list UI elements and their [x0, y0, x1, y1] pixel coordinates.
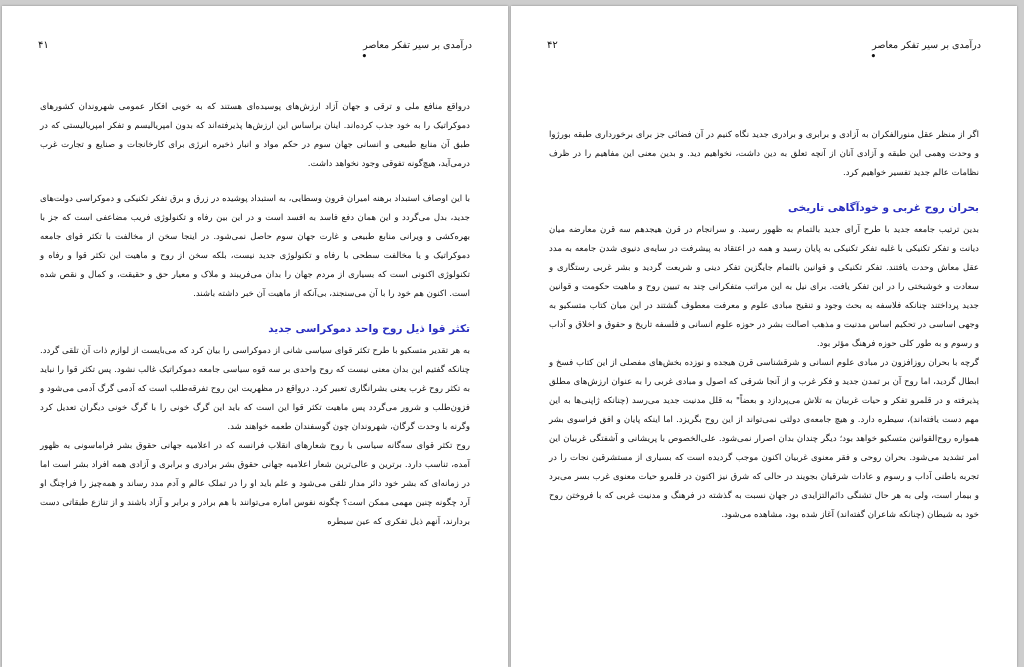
page-header	[38, 40, 472, 63]
running-title	[870, 40, 981, 63]
document-page-right	[511, 6, 1017, 667]
paragraph: به هر تقدیر متسکیو با طرح تکثر قوای سیاسی شانی از دموکراسی را بیان کرد که می‌بایست از لوازم ذات آن تلقی گردد. چنانکه گفتیم این بدان معنی نیست که روح واحدی بر سه قوه سیاسی جامعه دموکراتیک غالب نشود. پس تکثر قوا را نباید به تکثر روح غرب یعنی بشرانگاری تعبیر کرد. درواقع در مظهریت این روح تفرقه‌طلب است که آدمی گرگ آدمی می‌شود و فزون‌طلب و شرور می‌گردد پس ماهیت تکثر قوا این است که باید این گرگ خونی را با گرگ خونی دیگران تعدیل کرد وگرنه با وحدت گرگان، شهروندان چون گوسفندان طعمه خواهند شد.	[40, 346, 470, 432]
section-heading: بحران روح غربی و خودآگاهی تاریخی	[788, 202, 979, 214]
paragraph: با این اوصاف استبداد برهنه امیران قرون وسطایی، به استبداد پوشیده در زرق و برق تفکر تکنیکی و دموکراسی دولت‌های جدید، بدل می‌گردد و این همان دفع فاسد به افسد است و در این بین رفاه و تکنولوژی فریب مضاعفی است که جز با بهره‌کشی و ویرانی منابع طبیعی و غارت جهان سوم حاصل نمی‌شود. در اینجا سخن از مخالفت با تکثر قوای جامعه دموکراتیک و یا مخالفت سطحی با رفاه و تکنولوژی جدید نیست، بلکه سخن از روح و ماهیت این تکثر قوا و رفاه و تکنولوژی اکنونی است که بسیاری از مردم جهان را بدان می‌فریبند و ملاک و معیار حق و حقیقت، و کمال و نقص شده است. اکنون هم خود را با آن می‌سنجند، بی‌آنکه از ماهیت آن خبر داشته باشند.	[40, 194, 470, 299]
paragraph: درواقع منافع ملی و ترقی و جهان آزاد ارزش‌های پوسیده‌ای هستند که به خوبی افکار عمومی شهروندان کشورهای دموکراتیک را به خود جذب کرده‌اند. اینان براساس این ارزش‌ها پذیرفته‌اند که بدون امپریالیسم و تفکر امپریالیستی که در طبق آن منابع طبیعی و انسانی جهان سوم در حکم مواد و انبار ذخیره انرژی برای کارخانجات و صنایع و تجارت غرب درمی‌آید، هیچ‌گونه تفوقی وجود نخواهد داشت.	[40, 102, 470, 169]
paragraph: روح تکثر قوای سه‌گانه سیاسی با روح شعارهای انقلاب فرانسه که در اعلامیه جهانی حقوق بشر فراماسونی به ظهور آمده، تناسب دارد. برترین و عالی‌ترین شعار اعلامیه جهانی حقوق بشر برادری و برابری و آزادی همه افراد بشر است اما در زمانه‌ای که بشر خود دائر مدار تلقی می‌شود و علم باید او را در تملک عالم و آدم مدد رساند و همه‌چیز را فراچنگ او آرد چگونه چنین مهمی ممکن است؟ چگونه نفوس اماره می‌توانند با هم برادر و برابر و آزاد باشند و از تنازع طبقاتی دست بردارند، آنهم ذیل تفکری که عین سیطره	[40, 441, 470, 527]
section-heading: تکثر قوا ذیل روح واحد دموکراسی جدید	[268, 323, 470, 335]
page-number: ۴۱	[38, 40, 49, 51]
header-dot: •	[870, 50, 877, 63]
page-body	[549, 126, 979, 525]
running-title-text: درآمدی بر سیر تفکر معاصر	[872, 40, 981, 51]
running-title	[361, 40, 472, 63]
page-header	[547, 40, 981, 63]
header-dot: •	[361, 50, 368, 63]
page-number: ۴۲	[547, 40, 558, 51]
paragraph: گرچه با بحران روزافزون در مبادی علوم انسانی و شرقشناسی قرن هیجده و نوزده بخش‌های مفصلی از این کتاب فسخ و ابطال گردید، اما روح آن بر تمدن جدید و فکر غرب و از آنجا شرقی که اصول و مبادی غربی را به عنوان ارزش‌های مطلق پذیرفته و در قلمرو تفکر و حیات غربیان به تلاش می‌پردازد و بعضاً" به قلل مدنیت جدید می‌رسد (چنانکه ژاپنی‌ها به این مهم دست یافته‌اند)، سیطره دارد. و هیچ جامعه‌ی دولتی نمی‌تواند از این روح بگریزد. اما اینکه پایان و افق فراسوی بشر همواره روح‌القوانین متسکیو خواهد بود؛ دیگر چندان بدان اصرار نمی‌شود. علی‌الخصوص با پریشانی و آشفتگی غربیان این امر تشدید می‌شود. بحران روحی و فقر معنوی غربیان اکنون موجب گردیده است که بسیاری از مستشرقین نجات را در تجربه باطنی آداب و رسوم و عادات شرقیان بجویند در حالی که شرق نیز اکنون در قلمرو حیات معنوی غرب بسر می‌برد و بیمار است، ولی به هر حال تشنگی دائم‌التزایدی در جهان نسبت به گذشته در فرهنگ و مدنیت غربی که با فروختن روح خود به شیطان (چنانکه شاعران گفته‌اند) آغاز شده بود، مشاهده می‌شود.	[549, 358, 979, 520]
paragraph: اگر از منظر عقل منورالفکران به آزادی و برابری و برادری جدید نگاه کنیم در آن فضائی جز برای برخورداری طبقه بورژوا و وحدت وهمی این طبقه و آزادی آنان از آنچه تعلق به دین داشت، نخواهیم دید. و بدین معنی این مفاهیم را در ظرف نظامات عالم جدید تفسیر خواهیم کرد.	[549, 130, 979, 178]
document-page-left	[2, 6, 508, 667]
page-body	[40, 98, 470, 532]
paragraph: بدین ترتیب جامعه جدید با طرح آرای جدید بالتمام به ظهور رسید. و سرانجام در قرن هیجدهم سه قرن معارضه میان دیانت و تفکر تکنیکی با غلبه تفکر تکنیکی به پایان رسید و همه در اعتقاد به پیشرفت در سایه‌ی دنیوی شدن جامعه به مدد عقل معاش وحدت یافتند. تفکر تکنیکی و قوانین بالتمام جایگزین تفکر دینی و شریعت گردید و بشر غربی رستگاری و سعادت و خوشبختی را در این تفکر یافت. برای نیل به این مراتب متفکرانی چند به تبیین روح و ماهیت حکومت و قوانین جدید پرداختند چنانکه فلاسفه به بحث وجود و تنقیح مبادی علوم و معرفت معطوف گشتند در این میان کتاب متسکیو به وجهی اساسی در تحکیم اساس مدنیت و مذهب اصالت بشر در حوزه علوم انسانی و فلسفه تاریخ و حقوق و اخلاق و آداب و رسوم و به طور کلی حوزه فرهنگ مؤثر بود.	[549, 225, 979, 349]
running-title-text: درآمدی بر سیر تفکر معاصر	[363, 40, 472, 51]
